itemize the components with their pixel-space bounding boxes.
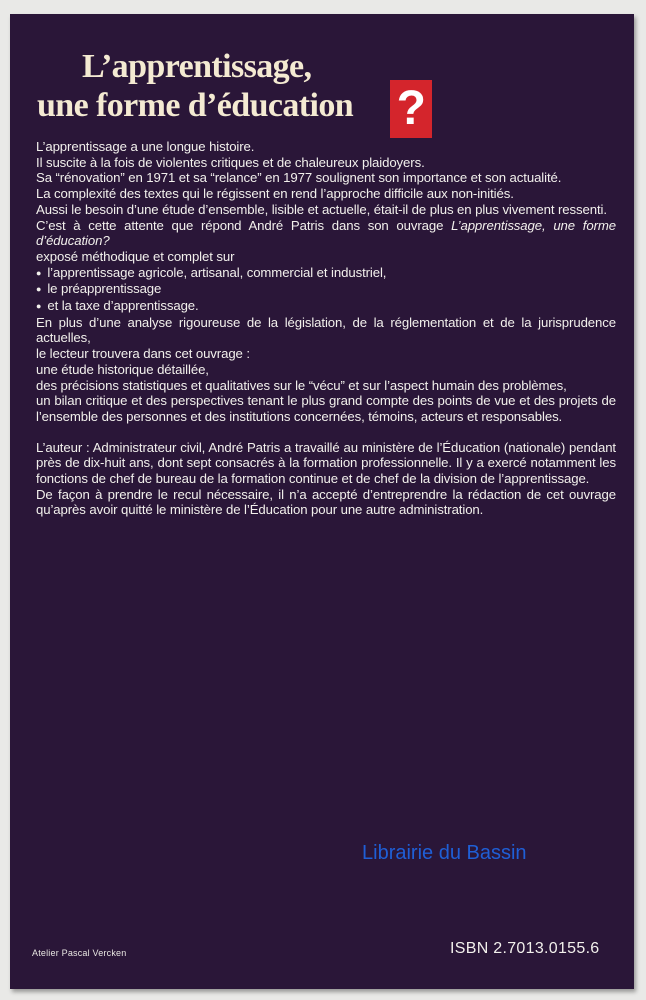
blurb-paragraph: Aussi le besoin d’une étude d’ensemble, lisible et actuelle, était-il de plus en plus vivement ressenti.: [36, 201, 607, 217]
blurb-paragraph: le lecteur trouvera dans cet ouvrage :: [36, 346, 250, 362]
blurb-paragraph: exposé méthodique et complet sur: [36, 248, 235, 264]
publisher-credit: Atelier Pascal Vercken: [32, 948, 127, 958]
bullet-item: ● et la taxe d’apprentissage.: [36, 298, 616, 315]
blurb-paragraph: L’apprentissage a une longue histoire.: [36, 139, 255, 154]
blurb-paragraph: Sa “rénovation” en 1971 et sa “relance” en 1977 soulignent son importance et son actualité.: [36, 170, 562, 186]
question-mark-box: ?: [390, 80, 432, 138]
author-paragraph: De façon à prendre le recul nécessaire, il n’a accepté d’entreprendre la rédaction de cet ouvrage qu’après avoir quitté le ministère de l’Éducation pour une autre administration.: [36, 486, 616, 518]
blurb-paragraph: une étude historique détaillée,: [36, 361, 209, 377]
bullet-item: ● le préapprentissage: [36, 281, 616, 298]
author-paragraph: L’auteur : Administrateur civil, André Patris a travaillé au ministère de l’Éducation (nationale) pendant près de dix-huit ans, dont sept consacrés à la formation professionnelle. Il y a exercé notamment les fonctions de chef de bureau de la formation continue et de chef de la division de l’apprentissage.: [36, 439, 616, 487]
title-line-2: une forme d’éducation: [37, 87, 354, 124]
blurb-paragraph: [36, 218, 616, 249]
paragraph-gap: [36, 425, 616, 440]
blurb-lead-text: C’est à cette attente que répond André Patris dans son ouvrage: [36, 217, 452, 233]
title-line-1: L’apprentissage,: [82, 48, 312, 85]
blurb-paragraph: des précisions statistiques et qualitatives sur le “vécu” et sur l’aspect humain des problèmes,: [36, 377, 567, 393]
book-title-italic: L’apprentissage, une forme d’éducation?: [36, 217, 616, 249]
blurb-paragraph: La complexité des textes qui le régissent en rend l’approche difficile aux non-initiés.: [36, 186, 514, 202]
bullet-item: ● l’apprentissage agricole, artisanal, commercial et industriel,: [36, 265, 616, 282]
book-back-cover: [10, 14, 634, 989]
blurb-paragraph: En plus d’une analyse rigoureuse de la législation, de la réglementation et de la jurisprudence actuelles,: [36, 314, 616, 346]
blurb-paragraph: un bilan critique et des perspectives tenant le plus grand compte des points de vue et des projets de l’ensemble des personnes et des institutions concernées, témoins, acteurs et responsables.: [36, 393, 616, 424]
bookseller-stamp: Librairie du Bassin: [362, 842, 527, 864]
isbn-number: ISBN 2.7013.0155.6: [450, 940, 600, 957]
blurb-text: [36, 139, 616, 518]
blurb-paragraph: Il suscite à la fois de violentes critiques et de chaleureux plaidoyers.: [36, 154, 425, 170]
